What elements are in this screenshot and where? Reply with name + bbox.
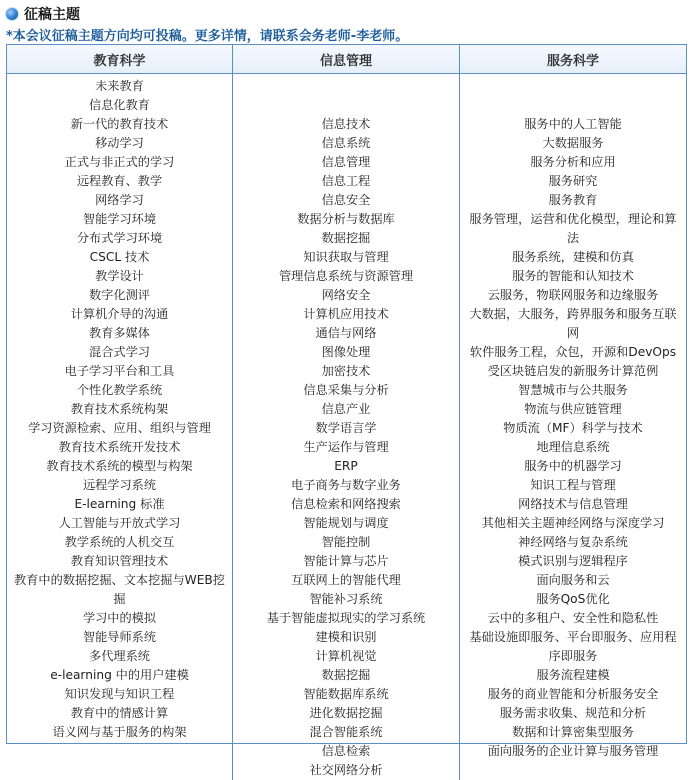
topic-item: 管理信息系统与资源管理 <box>278 269 414 283</box>
topic-item: 物质流（MF）科学与技术 <box>503 421 643 435</box>
topic-item: 智能补习系统 <box>309 592 383 606</box>
topic-item: 计算机视觉 <box>315 649 377 663</box>
topic-item: 智能规划与调度 <box>303 516 389 530</box>
header-education-science: 教育科学 <box>7 45 233 73</box>
table-header-row <box>7 45 686 74</box>
topic-item: e-learning 中的用户建模 <box>50 668 189 682</box>
topic-item: 通信与网络 <box>315 326 377 340</box>
topic-item: 新一代的教育技术 <box>70 117 169 131</box>
topic-item: 个性化教学系统 <box>76 383 163 397</box>
topic-item: 教育技术系统的模型与构架 <box>46 459 193 473</box>
topic-item: 数据挖掘 <box>321 231 371 245</box>
topic-item: 其他相关主题神经网络与深度学习 <box>481 516 665 530</box>
globe-bullet-icon <box>6 8 18 20</box>
topic-item: 知识发现与知识工程 <box>64 687 175 701</box>
topic-item: 智能导师系统 <box>82 630 157 644</box>
topic-item: 信息技术 <box>321 117 371 131</box>
topic-item: 服务管理，运营和优化模型，理论和算法 <box>469 212 677 245</box>
topic-item: 地理信息系统 <box>536 440 610 454</box>
topic-item: 云服务，物联网服务和边缘服务 <box>487 288 659 302</box>
topic-item: 计算机介导的沟通 <box>70 307 169 321</box>
topic-item: 教育中的情感计算 <box>70 706 169 720</box>
topic-item: 知识获取与管理 <box>303 250 389 264</box>
topic-item: 智能控制 <box>321 535 371 549</box>
topic-item: 网络技术与信息管理 <box>518 497 628 511</box>
header-information-management: 信息管理 <box>233 45 460 73</box>
topic-item: 服务研究 <box>548 174 598 188</box>
topic-item: 社交网络分析 <box>309 763 383 777</box>
topic-item: 移动学习 <box>95 136 144 150</box>
topic-item: 正式与非正式的学习 <box>64 155 175 169</box>
topic-item: 服务系统，建模和仿真 <box>512 250 634 264</box>
topic-item: 多代理系统 <box>89 649 150 663</box>
topic-item: 计算机应用技术 <box>303 307 389 321</box>
topic-item: 网络学习 <box>95 193 144 207</box>
topic-item: 服务分析和应用 <box>530 155 616 169</box>
topic-item: 服务的智能和认知技术 <box>512 269 634 283</box>
topic-item: 面向服务的企业计算与服务管理 <box>487 744 659 758</box>
topic-item: 混合式学习 <box>89 345 150 359</box>
topic-item: 服务流程建模 <box>536 668 610 682</box>
topic-item: 远程教育、教学 <box>76 174 163 188</box>
topic-item: 图像处理 <box>321 345 371 359</box>
topic-item: 受区块链启发的新服务计算范例 <box>487 364 659 378</box>
topic-item: 服务教育 <box>548 193 598 207</box>
topic-item: 服务QoS优化 <box>536 592 610 606</box>
topic-item: 混合智能系统 <box>309 725 383 739</box>
topic-item: 教育技术系统开发技术 <box>58 440 181 454</box>
table-body-row <box>7 74 686 780</box>
topic-item: 信息采集与分析 <box>303 383 389 397</box>
topic-item: 服务中的人工智能 <box>524 117 622 131</box>
topic-item: 学习资源检索、应用、组织与管理 <box>28 421 211 435</box>
topic-item: 加密技术 <box>321 364 371 378</box>
topic-item: 学习中的模拟 <box>82 611 157 625</box>
topic-item: 信息检索和网络搜索 <box>291 497 401 511</box>
topic-item: 服务中的机器学习 <box>524 459 622 473</box>
topic-item: 信息产业 <box>321 402 371 416</box>
submission-note: *本会议征稿主题方向均可投稿。更多详情，请联系会务老师-李老师。 <box>6 29 409 44</box>
topic-item: 云中的多租户、安全性和隐私性 <box>487 611 659 625</box>
topic-item: 信息检索 <box>321 744 371 758</box>
topic-item: 物流与供应链管理 <box>524 402 622 416</box>
topic-item: 模式识别与逻辑程序 <box>518 554 628 568</box>
section-heading <box>6 4 80 24</box>
topic-item: 信息管理 <box>321 155 371 169</box>
topic-item: 电子商务与数字业务 <box>291 478 401 492</box>
topic-item: 数据和计算密集型服务 <box>512 725 634 739</box>
topics-table <box>6 44 687 777</box>
header-service-science: 服务科学 <box>460 45 686 73</box>
topic-item: ERP <box>334 459 358 473</box>
topic-item: 面向服务和云 <box>536 573 610 587</box>
topic-item: 数字化测评 <box>89 288 150 302</box>
topic-item: CSCL 技术 <box>89 250 150 264</box>
topic-item: 知识工程与管理 <box>530 478 616 492</box>
topic-item: 智能学习环境 <box>82 212 157 226</box>
topic-item: 教育中的数据挖掘、文本挖掘与WEB挖掘 <box>14 573 225 606</box>
topic-item: 网络安全 <box>321 288 371 302</box>
topic-item: 教育技术系统构架 <box>70 402 169 416</box>
topic-item: 服务需求收集、规范和分析 <box>499 706 647 720</box>
topic-item: 远程学习系统 <box>82 478 157 492</box>
topic-item: 教学设计 <box>95 269 144 283</box>
topic-item: 信息安全 <box>321 193 371 207</box>
topic-item: 数学语言学 <box>315 421 377 435</box>
topic-item: 教育多媒体 <box>89 326 150 340</box>
topic-item: 数据分析与数据库 <box>297 212 395 226</box>
topic-item: 未来教育 <box>95 79 144 93</box>
topic-item: 智能计算与芯片 <box>303 554 389 568</box>
topic-item: 神经网络与复杂系统 <box>518 535 628 549</box>
education-science-topics <box>7 74 233 780</box>
topic-item: 电子学习平台和工具 <box>64 364 175 378</box>
section-title: 征稿主题 <box>24 7 80 23</box>
information-management-topics <box>233 74 460 780</box>
topic-item: 基础设施即服务、平台即服务、应用程序即服务 <box>469 630 677 663</box>
topic-item: 教学系统的人机交互 <box>64 535 175 549</box>
topic-item: 教育知识管理技术 <box>70 554 169 568</box>
topic-item: 软件服务工程，众包，开源和DevOps <box>469 345 677 359</box>
topic-item: 人工智能与开放式学习 <box>58 516 181 530</box>
topic-item: 大数据，大服务，跨界服务和服务互联网 <box>469 307 677 340</box>
topic-item: 大数据服务 <box>542 136 604 150</box>
topic-item: 基于智能虚拟现实的学习系统 <box>266 611 426 625</box>
topic-item: E-learning 标准 <box>74 497 165 511</box>
topic-item: 服务的商业智能和分析服务安全 <box>487 687 659 701</box>
topic-item: 互联网上的智能代理 <box>291 573 401 587</box>
topic-item: 信息化教育 <box>89 98 150 112</box>
topic-item: 智能数据库系统 <box>303 687 389 701</box>
service-science-topics <box>460 74 686 780</box>
topic-item: 语义网与基于服务的构架 <box>52 725 187 739</box>
topic-item: 数据挖掘 <box>321 668 371 682</box>
topic-item: 进化数据挖掘 <box>309 706 383 720</box>
topic-item: 分布式学习环境 <box>76 231 163 245</box>
topic-item: 信息系统 <box>321 136 371 150</box>
topic-item: 生产运作与管理 <box>303 440 389 454</box>
topic-item: 智慧城市与公共服务 <box>518 383 628 397</box>
topic-item: 建模和识别 <box>315 630 377 644</box>
topic-item: 信息工程 <box>321 174 371 188</box>
